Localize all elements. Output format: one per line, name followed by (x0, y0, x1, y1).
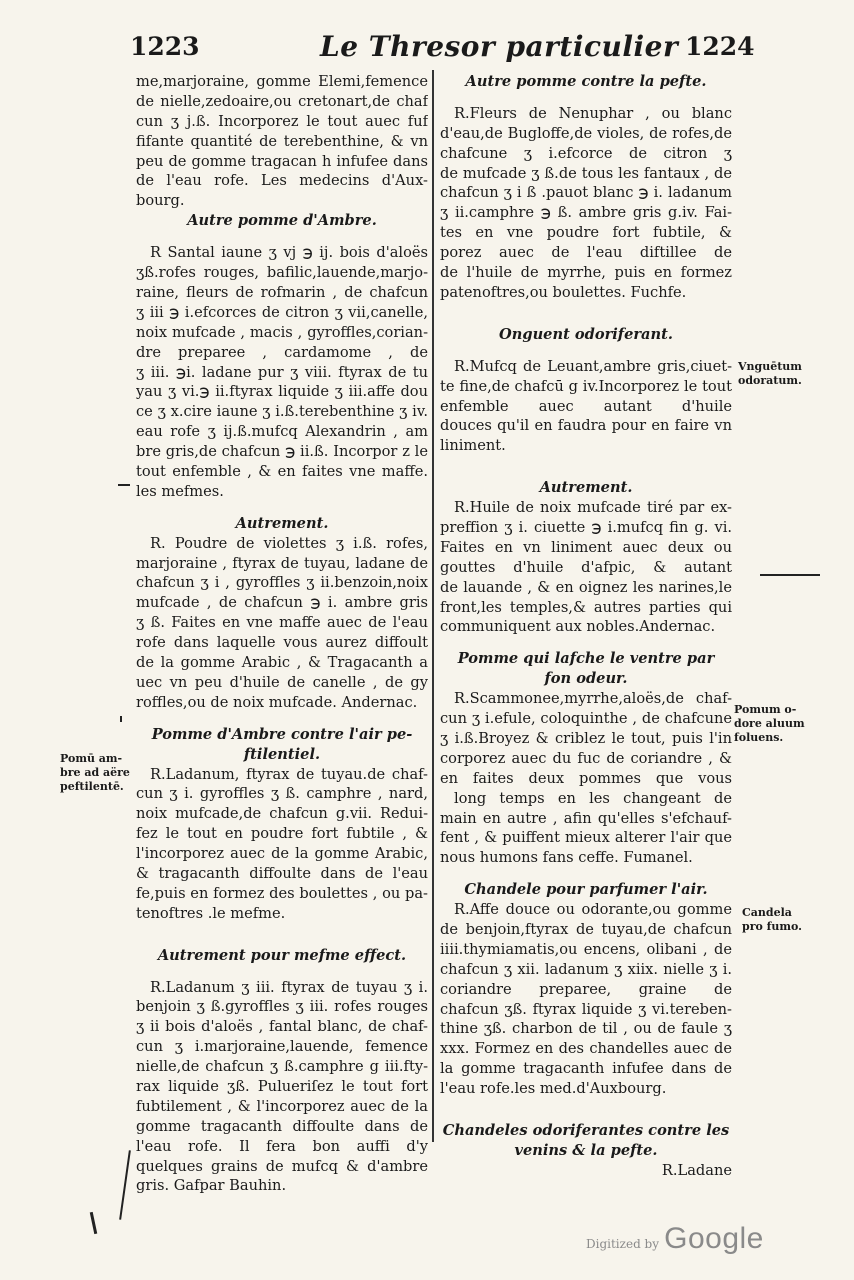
text-line: de nielle,zedoaire,ou cretonart,de chaf (136, 92, 428, 110)
section-heading: Autrement. (235, 514, 329, 532)
section-heading: Onguent odoriferant. (499, 325, 673, 343)
text-line: tenoftres .le mefme. (136, 904, 286, 922)
margin-mark (760, 574, 820, 576)
text-line: uec vn peu d'huile de canelle , de gy (136, 673, 428, 691)
text-line: fubtilement , & l'incorporez auec de la (136, 1097, 428, 1115)
text-line: R.Fleurs de Nenuphar , ou blanc (454, 104, 732, 122)
section-heading: Chandele pour parfumer l'air. (464, 881, 708, 899)
text-line: iiii.thymiamatis,ou encens, olibani , de (440, 940, 732, 958)
line-spacer (136, 502, 428, 514)
margin-note-pestilent (60, 752, 134, 794)
text-line: fifante quantité de terebenthine, & vn (136, 132, 428, 150)
text-line: gris. Gafpar Bauhin. (136, 1177, 287, 1195)
text-line: marjoraine , ftyrax de tuyau, ladane de (136, 554, 428, 572)
text-line: main en autre , afin qu'elles s'efchauf- (440, 809, 732, 827)
text-line: corporez auec du fuc de coriandre , & (440, 749, 732, 767)
text-line: enfemble auec autant d'huile (440, 397, 732, 415)
line-spacer (440, 303, 732, 325)
text-line: xxx. Formez en des chandelles auec de (440, 1040, 732, 1058)
digitized-footer (586, 1222, 764, 1256)
text-line: R.Huile de noix mufcade tiré par ex- (454, 499, 732, 517)
section-heading: Autrement pour mefme effect. (157, 946, 407, 964)
text-line: l'eau rofe.les med.d'Auxbourg. (440, 1080, 667, 1098)
text-line: communiquent aux nobles.Andernac. (440, 618, 716, 636)
section-heading: venins & la pefte. (514, 1141, 658, 1159)
text-line: de benjoin,ftyrax de tuyau,de chafcun (440, 921, 732, 938)
text-line: ʒ ii bois d'aloës , fantal blanc, de chaf- (136, 1018, 428, 1036)
text-line: R. Poudre de violettes ʒ i.ß. rofes, (150, 534, 428, 552)
margin-note-line: peftilentē. (60, 780, 124, 793)
text-line: la gomme tragacanth infufee dans de (440, 1060, 732, 1078)
line-spacer (136, 231, 428, 243)
text-line: de lauande , & en oignez les narines,le (440, 578, 732, 596)
text-line: coriandre preparee, graine de (440, 980, 732, 998)
text-line: ʒß.rofes rouges, bafilic,lauende,marjo- (136, 264, 428, 282)
digitized-label: Digitized by (586, 1237, 660, 1251)
text-line: benjoin ʒ ß.gyroffles ʒ iii. rofes rouges (136, 998, 428, 1016)
text-line: cun ʒ j.ß. Incorporez le tout auec fuf (136, 112, 428, 130)
text-line: nous humons fans ceffe. Fumanel. (440, 849, 693, 867)
text-line: rax liquide ʒß. Pulueriſez le tout fort (136, 1078, 428, 1095)
margin-note-line: pro fumo. (742, 920, 802, 933)
line-spacer (440, 456, 732, 478)
section-heading: ftilentiel. (243, 745, 321, 763)
text-line: les mefmes. (136, 482, 224, 500)
text-line: R.Scammonee,myrrhe,aloës,de chaf- (454, 690, 732, 708)
text-line: ʒ iii. ℈i. ladane pur ʒ viii. ftyrax de tu (136, 363, 428, 381)
text-line: douces qu'il en faudra pour en faire vn (440, 417, 732, 435)
page-number-right: 1224 (685, 32, 755, 61)
text-line: te fine,de chafcū g iv.Incorporez le tout (440, 377, 732, 395)
text-line: R.Mufcq de Leuant,ambre gris,ciuet- (454, 357, 732, 375)
text-line: mufcade , de chafcun ℈ i. ambre gris (136, 594, 428, 612)
text-line: long temps en les changeant de (454, 789, 732, 807)
text-line: cun ʒ i.efule, coloquinthe , de chafcune (440, 710, 732, 728)
section-heading: Autre pomme contre la pefte. (465, 73, 707, 90)
margin-note-unguentum (738, 360, 818, 388)
text-line: bre gris,de chafcun ℈ ii.ß. Incorpor z le (136, 443, 428, 461)
text-line: noix mufcade , macis , gyroffles,corian- (136, 323, 428, 341)
text-line: R.Affe douce ou odorante,ou gomme (454, 901, 732, 919)
line-spacer (440, 345, 732, 357)
text-line: ʒ ii.camphre ℈ ß. ambre gris g.iv. Fai- (440, 204, 732, 222)
text-line: chafcun ʒ i , gyroffles ʒ ii.benzoin,noix (136, 574, 428, 592)
google-logo: Google (664, 1222, 764, 1255)
text-line: roffles,ou de noix mufcade. Andernac. (136, 693, 418, 711)
text-line: de mufcade ʒ ß.de tous les fantaux , de (440, 164, 732, 182)
text-line: R.Ladane (661, 1161, 732, 1179)
text-line: chafcun ʒß. ftyrax liquide ʒ vi.tereben- (440, 1000, 732, 1018)
margin-note-pomum (734, 703, 814, 745)
margin-note-line: bre ad aëre (60, 766, 130, 779)
text-line: front,les temples,& autres parties qui (440, 598, 732, 616)
text-line: ʒ ß. Faites en vne maffe auec de l'eau (136, 614, 428, 632)
text-line: raine, fleurs de rofmarin , de chafcun (136, 283, 428, 301)
section-heading: fon odeur. (544, 670, 628, 688)
text-line: gomme tragacanth diffoulte dans de (136, 1117, 428, 1135)
text-line: en faites deux pommes que vous (440, 769, 732, 787)
text-line: d'eau,de Bugloffe,de violes, de rofes,de (440, 124, 732, 142)
line-spacer (440, 1099, 732, 1121)
margin-note-line: Pomū am- (60, 752, 123, 765)
text-line: chafcune ʒ i.efcorce de citron ʒ (440, 144, 732, 162)
text-line: thine ʒß. charbon de til , ou de faule ʒ (440, 1020, 732, 1038)
text-line: chafcun ʒ xii. ladanum ʒ xiix. nielle ʒ i. (440, 960, 732, 978)
line-spacer (440, 868, 732, 880)
text-line: patenoftres,ou boulettes. Fuchfe. (440, 283, 687, 301)
section-heading: Autrement. (539, 479, 633, 497)
running-title: Le Thresor particulier (320, 30, 679, 63)
text-line: tout enfemble , & en faites vne maffe. (136, 462, 428, 480)
text-line: de l'huile de myrrhe, puis en formez (440, 264, 732, 282)
line-spacer (136, 713, 428, 725)
text-line: cun ʒ i.marjoraine,lauende, femence (136, 1038, 428, 1056)
section-heading: Autre pomme d'Ambre. (187, 212, 377, 230)
margin-mark (118, 484, 130, 486)
text-line: ʒ i.ß.Broyez & criblez le tout, puis l'in (440, 729, 732, 747)
text-line: de l'eau rofe. Les medecins d'Aux- (136, 172, 428, 190)
column-divider (432, 70, 434, 1142)
margin-mark (90, 1212, 98, 1234)
text-line: quelques grains de mufcq & d'ambre (136, 1157, 428, 1175)
text-line: tes en vne poudre fort fubtile, & (440, 224, 732, 242)
text-line: liniment. (440, 437, 506, 455)
text-line: chafcun ʒ i ß .pauot blanc ℈ i. ladanum (440, 184, 732, 202)
text-line: dre preparee , cardamome , de (136, 343, 428, 361)
line-spacer (136, 924, 428, 946)
text-line: me,marjoraine, gomme Elemi,femence (136, 73, 428, 90)
text-line: fe,puis en formez des boulettes , ou pa- (136, 884, 428, 902)
text-line: l'eau rofe. Il fera bon auffi d'y (136, 1137, 428, 1155)
text-line: Faites en vn liniment auec deux ou (440, 538, 732, 556)
text-line: gouttes d'huile d'afpic, & autant (440, 558, 732, 576)
text-line: eau rofe ʒ ij.ß.mufcq Alexandrin , am (136, 423, 428, 441)
margin-note-candela (742, 906, 802, 934)
text-line: R.Ladanum, ftyrax de tuyau.de chaf- (150, 765, 428, 783)
text-line: peu de gomme tragacan h infufee dans (136, 152, 428, 170)
section-heading: Pomme d'Ambre contre l'air pe- (151, 725, 413, 743)
text-line: ʒ iii ℈ i.efcorces de citron ʒ vii,canelle, (136, 303, 428, 321)
text-line: l'incorporez auec de la gomme Arabic, (136, 845, 428, 863)
right-text-column (440, 72, 732, 1181)
text-line: cun ʒ i. gyroffles ʒ ß. camphre , nard, (136, 785, 428, 803)
section-heading: Pomme qui lafche le ventre par (457, 650, 715, 668)
margin-note-line: odoratum. (738, 374, 802, 387)
text-line: ce ʒ x.cire iaune ʒ i.ß.terebenthine ʒ iv. (136, 403, 428, 421)
text-line: fez le tout en poudre fort fubtile , & (136, 825, 428, 843)
text-line: R Santal iaune ʒ vj ℈ ij. bois d'aloës (150, 244, 428, 262)
margin-mark (120, 716, 122, 722)
section-heading: Chandeles odoriferantes contre les (442, 1122, 730, 1140)
margin-note-line: dore aluum (734, 717, 805, 730)
text-line: nielle,de chafcun ʒ ß.camphre g iii.fty- (136, 1058, 428, 1076)
margin-note-line: Candela (742, 906, 792, 919)
line-spacer (136, 966, 428, 978)
text-line: de la gomme Arabic , & Tragacanth a (136, 654, 428, 671)
text-line: rofe dans laquelle vous aurez diffoult (136, 634, 428, 652)
margin-note-line: Pomum o- (734, 703, 797, 716)
page-number-left: 1223 (130, 32, 200, 61)
text-line: yau ʒ vi.℈ ii.ftyrax liquide ʒ iii.affe dou (136, 383, 428, 401)
margin-mark (119, 1150, 131, 1220)
text-line: noix mufcade,de chafcun g.vii. Redui- (136, 805, 428, 823)
line-spacer (440, 92, 732, 104)
text-line: & tragacanth diffoulte dans de l'eau (136, 864, 428, 882)
left-text-column (136, 72, 428, 1196)
margin-note-line: foluens. (734, 731, 784, 744)
text-line: porez auec de l'eau diftillee de (440, 244, 732, 262)
text-line: preffion ʒ i. ciuette ℈ i.mufcq fin g. vi. (440, 519, 732, 536)
margin-note-line: Vnguētum (738, 360, 802, 373)
text-line: R.Ladanum ʒ iii. ftyrax de tuyau ʒ i. (150, 978, 428, 996)
text-line: fent , & puiffent mieux alterer l'air que (440, 829, 732, 847)
line-spacer (440, 637, 732, 649)
text-line: bourg. (136, 192, 185, 210)
